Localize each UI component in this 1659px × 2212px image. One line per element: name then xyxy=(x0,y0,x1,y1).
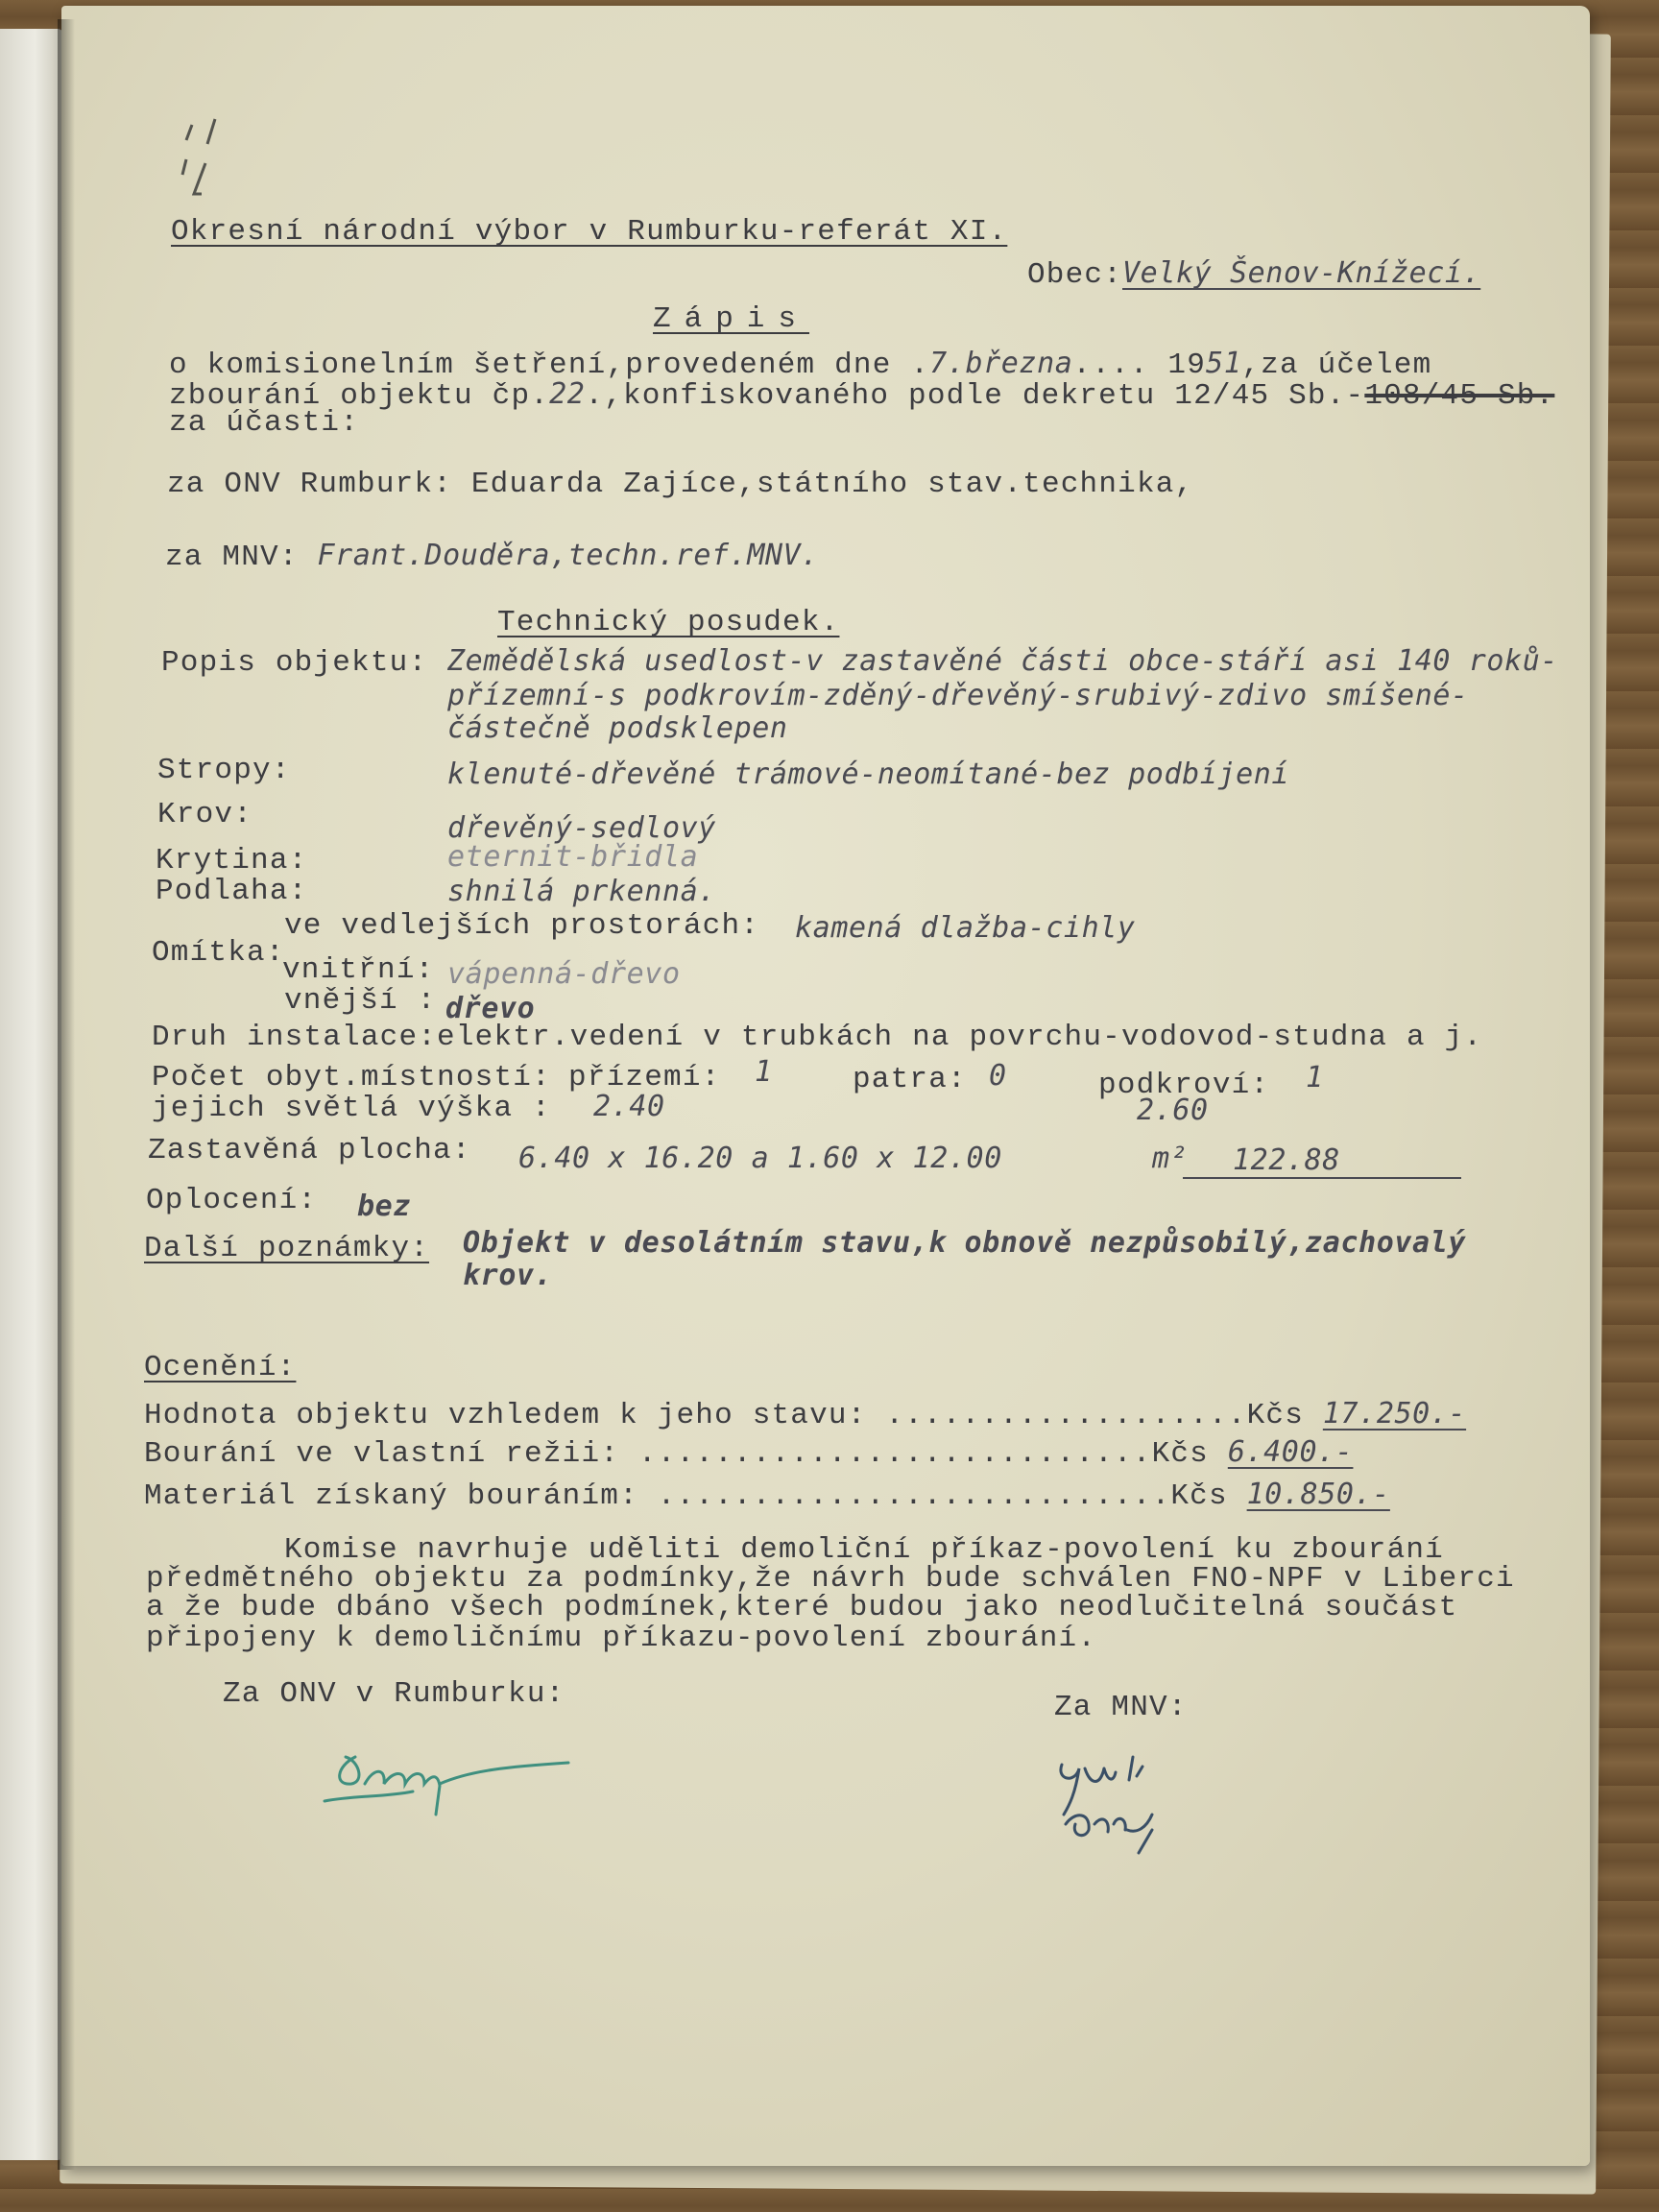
mnv-handwritten-signature xyxy=(1046,1747,1238,1863)
struck-out-text: 108/45 Sb. xyxy=(1364,379,1555,413)
stropy-label: Stropy: xyxy=(157,754,291,787)
facing-page-edge xyxy=(0,29,63,2160)
fence-value: bez xyxy=(357,1190,411,1223)
intro-line-2 xyxy=(169,378,1554,413)
signature-onv-label: Za ONV v Rumburku: xyxy=(223,1677,565,1711)
intro-line-3: za účasti: xyxy=(169,406,360,440)
conclusion-line-1: Komise navrhuje uděliti demoliční příkaz-povolení ku zbourání xyxy=(284,1533,1444,1567)
technical-heading: Technický posudek. xyxy=(497,606,840,639)
krytina-value: eternit-břidla xyxy=(447,840,699,874)
valuation-dots: ........................... xyxy=(657,1479,1171,1513)
omitka-label: Omítka: xyxy=(152,936,285,970)
rooms-podkrovi-value: 1 xyxy=(1306,1061,1324,1094)
rooms-patra-label: patra: xyxy=(853,1063,967,1096)
signature-mnv-label: Za MNV: xyxy=(1054,1691,1188,1724)
vedlejsi-label: ve vedlejších prostorách: xyxy=(284,909,760,943)
intro-year: 51 xyxy=(1206,347,1242,380)
municipality-label: Obec: xyxy=(1027,258,1123,292)
valuation-currency: Kčs xyxy=(1170,1479,1228,1513)
vedlejsi-value: kamená dlažba-cihly xyxy=(795,911,1136,945)
valuation-heading: Ocenění: xyxy=(144,1351,297,1384)
podlaha-value: shnilá prkenná. xyxy=(447,875,716,908)
intro-text: o komisionelním šetření,provedeném dne . xyxy=(169,349,930,382)
participant-value: Frant.Douděra,techn.ref.MNV. xyxy=(317,539,819,572)
instalace-line xyxy=(152,1022,1482,1054)
vnitrni-value: vápenná-dřevo xyxy=(447,957,681,991)
valuation-dots: ................... xyxy=(885,1399,1247,1432)
krytina-label: Krytina: xyxy=(156,844,308,878)
participant-label: za MNV: xyxy=(165,541,299,574)
municipality-value: Velký Šenov-Knížecí. xyxy=(1122,256,1481,290)
valuation-value: 10.850.- xyxy=(1246,1478,1390,1511)
valuation-row xyxy=(144,1398,1466,1432)
valuation-value: 17.250.- xyxy=(1322,1397,1467,1431)
krov-value: dřevěný-sedlový xyxy=(447,811,716,845)
binding-shadow xyxy=(58,19,75,2170)
area-unit: m² xyxy=(1152,1142,1189,1175)
document-title: Zápis xyxy=(653,302,810,336)
municipality-line xyxy=(1027,257,1480,292)
vnitrni-label: vnitřní: xyxy=(282,953,435,987)
instalace-label: Druh instalace: xyxy=(152,1021,438,1054)
valuation-label: Hodnota objektu vzhledem k jeho stavu: xyxy=(144,1399,886,1432)
rooms-podkrovi-label: podkroví: xyxy=(1098,1069,1270,1102)
intro-line-1 xyxy=(169,348,1431,382)
participant-label: za ONV Rumburk: xyxy=(167,468,453,501)
pencil-tick-marks xyxy=(173,106,250,202)
onv-handwritten-signature xyxy=(317,1728,586,1824)
intro-date: 7.března xyxy=(929,347,1073,380)
popis-line-3: částečně podsklepen xyxy=(447,711,788,745)
valuation-value: 6.400.- xyxy=(1227,1435,1354,1469)
popis-line-2: přízemní-s podkrovím-zděný-dřevěný-srubivý-zdivo smíšené- xyxy=(447,679,1469,712)
participant-mnv xyxy=(165,540,819,574)
area-formula: 6.40 x 16.20 a 1.60 x 12.00 xyxy=(518,1142,1002,1175)
rooms-patra-value: 0 xyxy=(989,1059,1007,1093)
fence-label: Oplocení: xyxy=(146,1184,318,1217)
valuation-label: Bourání ve vlastní režii: xyxy=(144,1437,638,1471)
notes-label: Další poznámky: xyxy=(144,1232,430,1265)
krov-label: Krov: xyxy=(157,798,253,831)
participant-value: Eduarda Zajíce,státního stav.technika, xyxy=(470,468,1194,501)
valuation-label: Materiál získaný bouráním: xyxy=(144,1479,658,1513)
valuation-dots: ........................... xyxy=(637,1437,1152,1471)
popis-label: Popis objektu: xyxy=(161,646,428,680)
valuation-row xyxy=(144,1479,1390,1513)
valuation-currency: Kčs xyxy=(1246,1399,1305,1432)
notes-line-2: krov. xyxy=(463,1259,553,1292)
intro-text: .,konfiskovaného podle dekretu 12/45 Sb.- xyxy=(585,379,1365,413)
area-value-underline xyxy=(1183,1177,1461,1179)
vnejsi-label: vnější : xyxy=(284,984,437,1018)
rooms-height-label: jejich světlá výška : xyxy=(152,1092,551,1125)
instalace-value: elektr.vedení v trubkách na povrchu-vodovod-studna a j. xyxy=(437,1021,1483,1054)
valuation-row xyxy=(144,1436,1353,1471)
intro-text: zbourání objektu čp. xyxy=(169,379,550,413)
rooms-prizemi-value: 1 xyxy=(755,1055,773,1089)
participant-onv xyxy=(167,469,1193,501)
valuation-currency: Kčs xyxy=(1151,1437,1209,1471)
area-label: Zastavěná plocha: xyxy=(148,1134,471,1167)
district-office-heading: Okresní národní výbor v Rumburku-referát XI. xyxy=(171,215,1008,249)
rooms-height-podkrovi: 2.60 xyxy=(1137,1094,1209,1127)
conclusion-line-4: připojeny k demoličnímu příkazu-povolení zbourání. xyxy=(146,1622,1097,1655)
rooms-prizemi-label: přízemí: xyxy=(568,1061,721,1094)
stropy-value: klenuté-dřevěné trámové-neomítané-bez podbíjení xyxy=(447,757,1290,791)
notes-line-1: Objekt v desolátním stavu,k obnově nezpůsobilý,zachovalý xyxy=(463,1226,1467,1260)
vnejsi-value: dřevo xyxy=(445,992,536,1025)
podlaha-label: Podlaha: xyxy=(156,875,308,908)
area-value: 122.88 xyxy=(1233,1143,1340,1177)
rooms-count-label: Počet obyt.místností: xyxy=(152,1061,551,1094)
conclusion-line-2: předmětného objektu za podmínky,že návrh bude schválen FNO-NPF v Liberci xyxy=(146,1562,1515,1596)
conclusion-line-3: a že bude dbáno všech podmínek,které budou jako neodlučitelná součást xyxy=(146,1591,1458,1624)
intro-text: ,za účelem xyxy=(1241,349,1432,382)
intro-text: .... 19 xyxy=(1072,349,1207,382)
popis-line-1: Zemědělská usedlost-v zastavěné části obce-stáří asi 140 roků- xyxy=(447,644,1559,678)
house-number: 22 xyxy=(549,377,586,411)
rooms-height-prizemi: 2.40 xyxy=(593,1090,665,1123)
